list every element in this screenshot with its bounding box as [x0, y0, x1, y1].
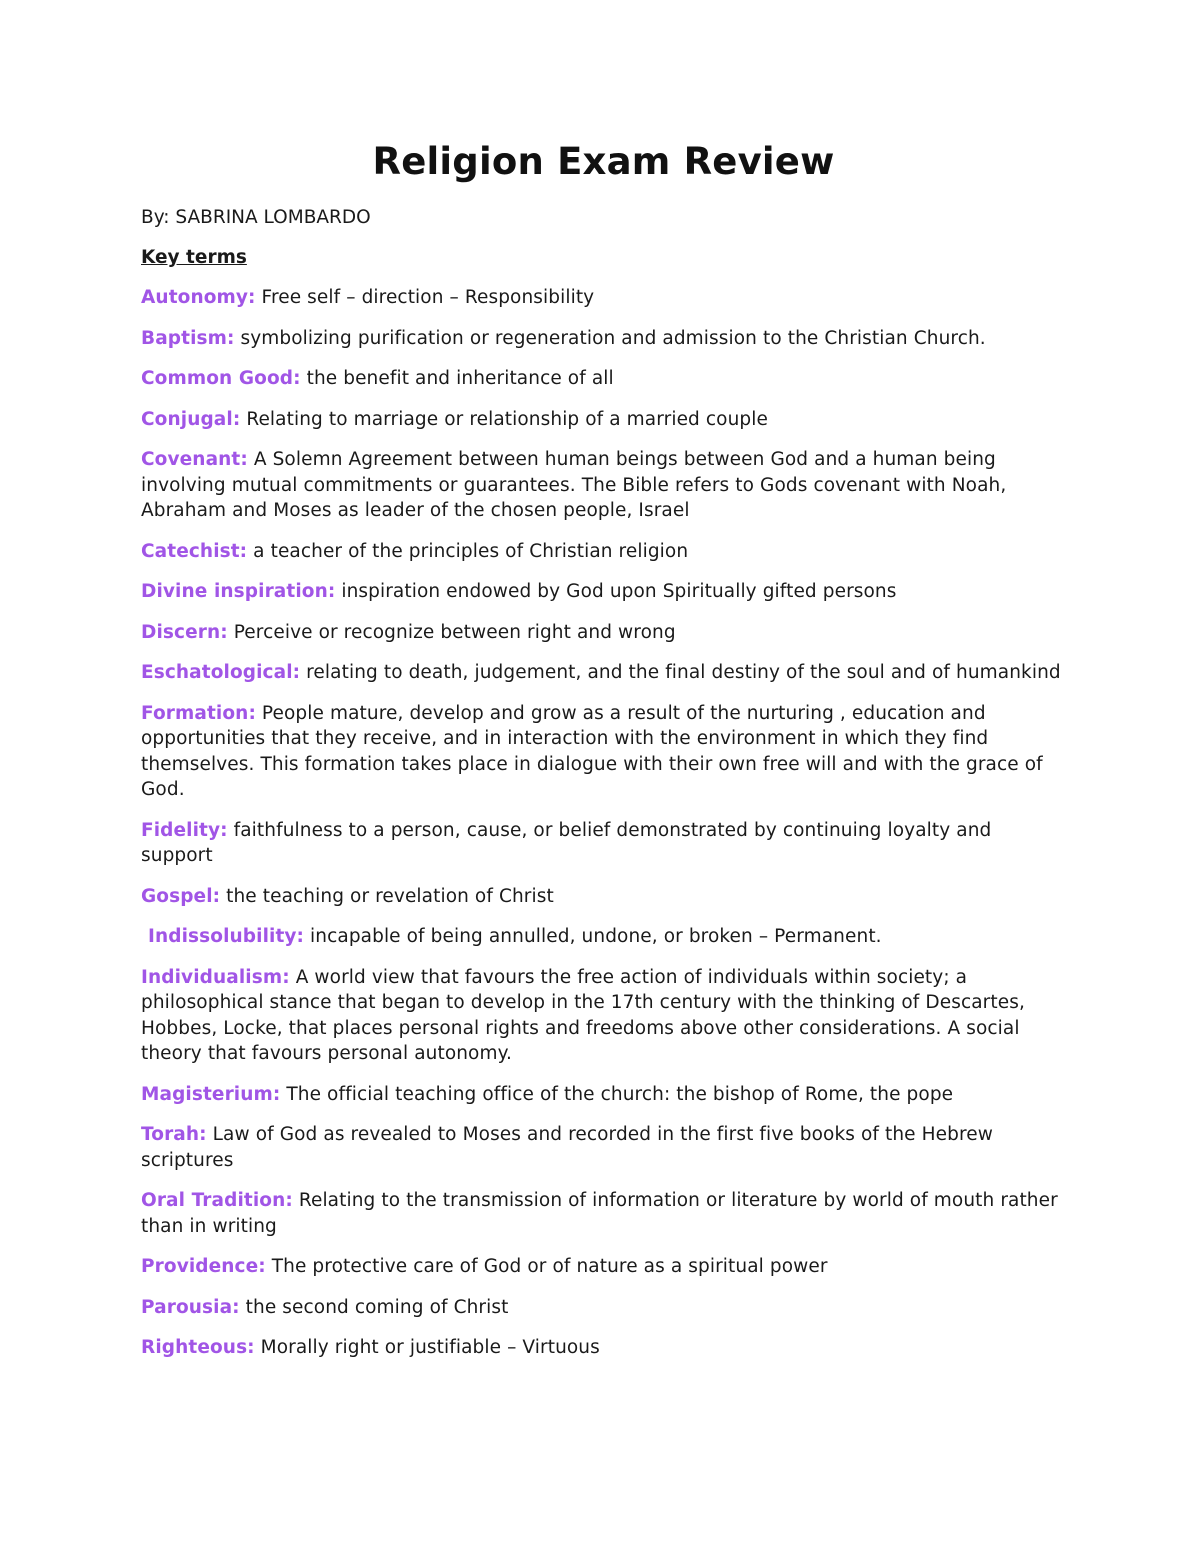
term-definition: faithfulness to a person, cause, or belief demonstrated by continuing loyalty and support	[141, 819, 992, 866]
term-definition: incapable of being annulled, undone, or broken – Permanent.	[304, 926, 882, 947]
term-word: Magisterium:	[141, 1083, 281, 1105]
term-entry	[141, 407, 1066, 433]
term-word: Discern:	[141, 621, 228, 643]
term-definition: Free self – direction – Responsibility	[255, 287, 595, 308]
term-definition: the second coming of Christ	[239, 1296, 509, 1318]
term-definition: a teacher of the principles of Christian religion	[247, 540, 689, 562]
term-definition: Relating to the transmission of information or literature by world of mouth rather than in writing	[141, 1190, 1058, 1237]
term-definition: relating to death, judgement, and the final destiny of the soul and of humankind	[300, 662, 1061, 683]
term-word: Righteous:	[141, 1337, 255, 1358]
term-entry	[141, 447, 1066, 524]
term-entry	[141, 579, 1066, 605]
term-entry	[141, 539, 1066, 565]
term-definition: A world view that favours the free action of individuals within society; a philosophical stance that began to develop in the 17th century with the thinking of Descartes, Hobbes, Locke, that places personal rights and freedoms above other considerations. A social theory that favours personal autonomy.	[141, 966, 1025, 1064]
term-word: Covenant:	[141, 449, 248, 470]
term-definition: Morally right or justifiable – Virtuous	[254, 1337, 600, 1358]
term-definition: A Solemn Agreement between human beings between God and a human being involving mutual commitments or guarantees. The Bible refers to Gods covenant with Noah, Abraham and Moses as leader of the chosen people, Israel	[141, 449, 1007, 521]
term-word: Divine inspiration:	[141, 581, 336, 602]
term-entry	[141, 1335, 1066, 1361]
term-entry	[141, 965, 1066, 1067]
term-entry	[141, 1254, 1066, 1280]
term-entry	[141, 620, 1066, 646]
term-word: Catechist:	[141, 540, 248, 562]
term-word: Formation:	[141, 702, 256, 724]
author-byline: By: SABRINA LOMBARDO	[141, 207, 371, 228]
term-definition: People mature, develop and grow as a result of the nurturing , education and opportunities that they receive, and in interaction with the environment in which they find themselves. This formation takes place in dialogue with their own free will and with the grace of God.	[141, 702, 1043, 800]
term-entry	[141, 1082, 1066, 1108]
term-entry	[141, 285, 1066, 311]
term-word: Providence:	[141, 1256, 266, 1277]
term-entry	[141, 818, 1066, 869]
term-definition: The official teaching office of the church: the bishop of Rome, the pope	[280, 1083, 954, 1105]
term-definition: Law of God as revealed to Moses and recorded in the first five books of the Hebrew scriptures	[141, 1124, 993, 1171]
term-entry	[141, 660, 1066, 686]
term-word: Conjugal:	[141, 408, 241, 430]
term-word: Indissolubility:	[148, 926, 305, 947]
term-definition: the teaching or revelation of Christ	[220, 885, 554, 907]
term-word: Oral Tradition:	[141, 1190, 293, 1211]
term-word: Individualism:	[141, 966, 290, 988]
term-entry	[141, 1188, 1066, 1239]
term-word: Eschatological:	[141, 662, 301, 683]
term-word: Parousia:	[141, 1296, 240, 1318]
term-definition: symbolizing purification or regeneration and admission to the Christian Church.	[234, 327, 986, 349]
term-entry	[141, 884, 1066, 910]
term-entry	[141, 1295, 1066, 1321]
term-definition: the benefit and inheritance of all	[300, 368, 614, 389]
term-definition: Relating to marriage or relationship of a married couple	[240, 408, 768, 430]
term-word: Torah:	[141, 1124, 207, 1145]
document-page	[141, 140, 1066, 1376]
term-word: Autonomy:	[141, 287, 256, 308]
term-entry	[141, 701, 1066, 803]
term-entry	[141, 326, 1066, 352]
document-title: Religion Exam Review	[372, 140, 835, 183]
term-word: Fidelity:	[141, 819, 228, 841]
key-terms-list	[141, 285, 1066, 1361]
term-entry	[141, 1122, 1066, 1173]
term-entry	[141, 924, 1066, 950]
term-entry	[141, 366, 1066, 392]
term-word: Baptism:	[141, 327, 235, 349]
term-word: Common Good:	[141, 368, 301, 389]
term-definition: inspiration endowed by God upon Spiritually gifted persons	[335, 581, 897, 602]
term-definition: Perceive or recognize between right and wrong	[227, 621, 676, 643]
section-heading-key-terms: Key terms	[141, 247, 247, 268]
term-definition: The protective care of God or of nature as a spiritual power	[265, 1256, 828, 1277]
term-word: Gospel:	[141, 885, 221, 907]
